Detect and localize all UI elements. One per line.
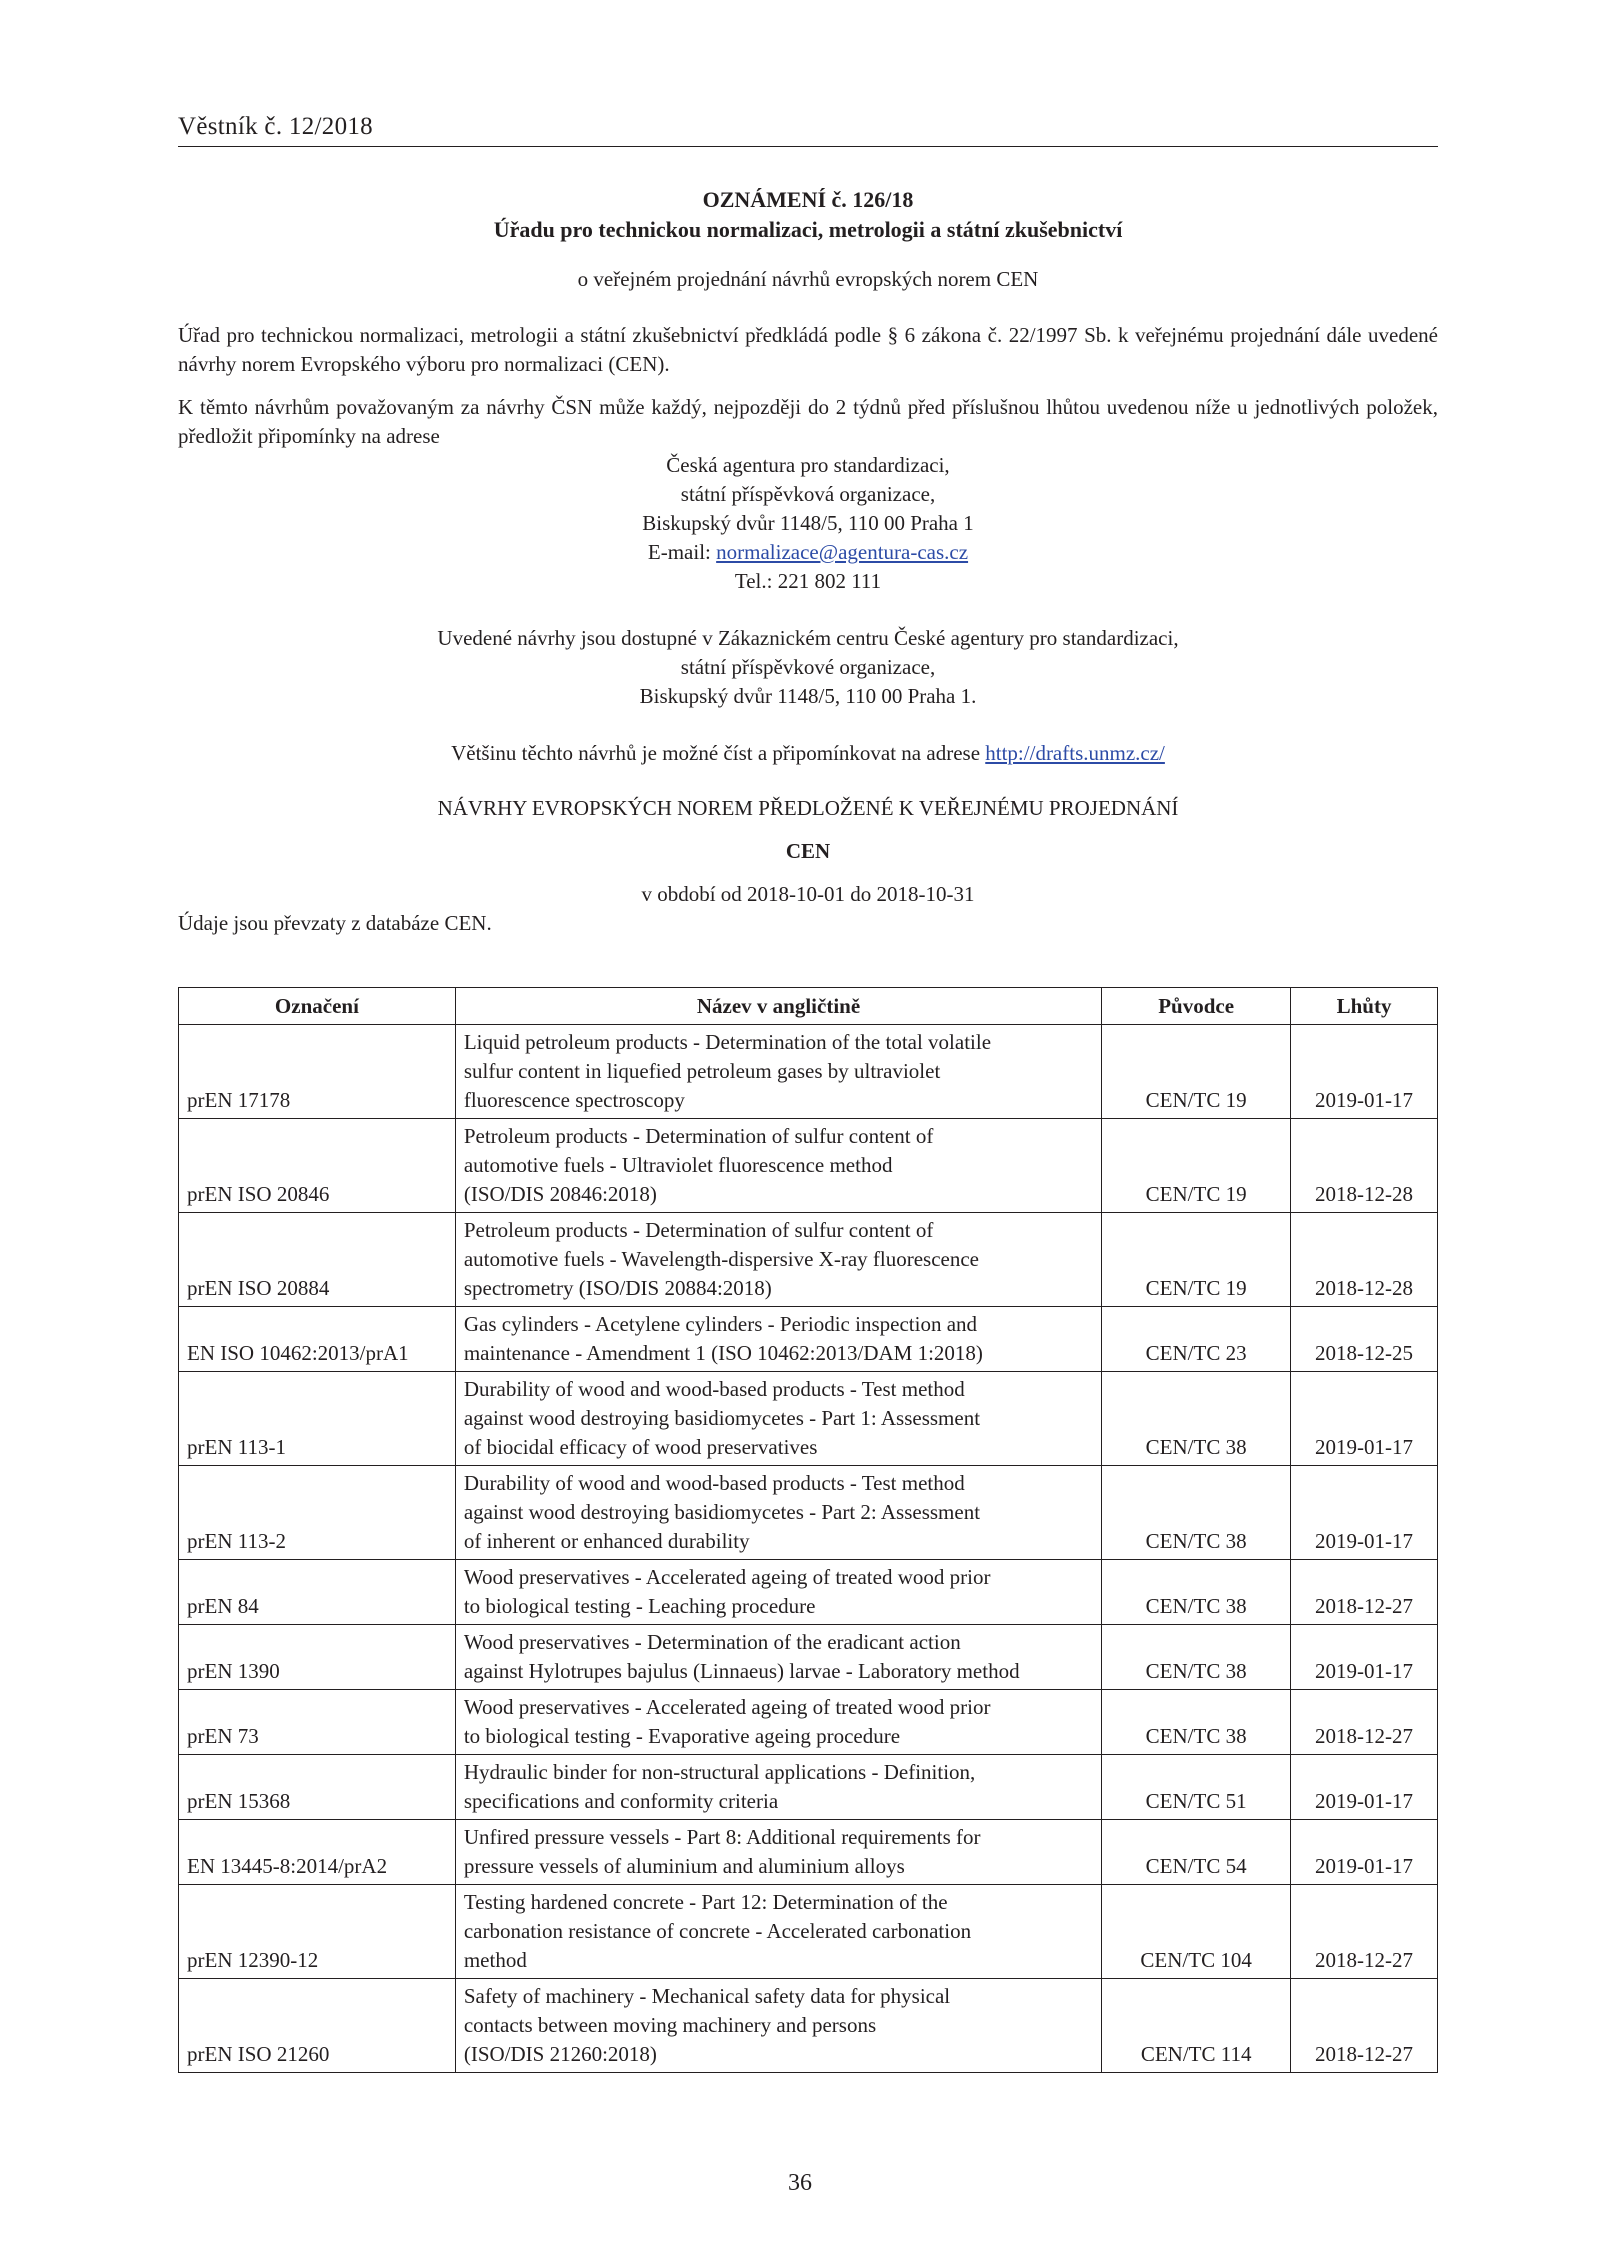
cell-deadline: 2018-12-28 <box>1291 1119 1438 1213</box>
cell-name-line: Durability of wood and wood-based products - Test method <box>463 1471 965 1495</box>
header-name: Název v angličtině <box>455 988 1101 1025</box>
cell-name-line: carbonation resistance of concrete - Accelerated carbonation <box>463 1919 972 1943</box>
cell-name-line: of inherent or enhanced durability <box>463 1529 750 1553</box>
cell-code: EN ISO 10462:2013/prA1 <box>179 1307 456 1372</box>
cell-code: EN 13445-8:2014/prA2 <box>179 1820 456 1885</box>
cell-name <box>455 1625 1101 1690</box>
cell-name <box>455 1372 1101 1466</box>
table-row <box>179 1466 1438 1560</box>
email-line <box>178 538 1438 567</box>
address-line-1: Česká agentura pro standardizaci, <box>666 453 950 477</box>
cell-originator: CEN/TC 38 <box>1102 1560 1291 1625</box>
organization-label: CEN <box>785 839 831 863</box>
cell-code: prEN 12390-12 <box>179 1885 456 1979</box>
cell-deadline: 2019-01-17 <box>1291 1466 1438 1560</box>
address-block <box>178 451 1438 596</box>
cell-deadline: 2019-01-17 <box>1291 1820 1438 1885</box>
announcement-issuer: Úřadu pro technickou normalizaci, metrologii a státní zkušebnictví <box>493 217 1123 242</box>
availability-line-2: státní příspěvkové organizace, <box>680 655 936 679</box>
cell-deadline: 2018-12-25 <box>1291 1307 1438 1372</box>
cell-name-line: Gas cylinders - Acetylene cylinders - Periodic inspection and <box>463 1312 978 1336</box>
cell-name <box>455 1560 1101 1625</box>
cell-code: prEN 1390 <box>179 1625 456 1690</box>
announcement-body <box>178 185 1438 938</box>
table-row <box>179 1755 1438 1820</box>
cell-code: prEN 15368 <box>179 1755 456 1820</box>
cell-name-line: fluorescence spectroscopy <box>463 1088 685 1112</box>
cell-name-line: Wood preservatives - Determination of the eradicant action <box>463 1630 961 1654</box>
cell-name <box>455 1025 1101 1119</box>
cell-name-line: spectrometry (ISO/DIS 20884:2018) <box>463 1276 772 1300</box>
cell-name-line: contacts between moving machinery and persons <box>463 2013 877 2037</box>
table-row <box>179 1820 1438 1885</box>
cell-name-line: to biological testing - Evaporative ageing procedure <box>463 1724 901 1748</box>
header-deadline: Lhůty <box>1291 988 1438 1025</box>
cell-originator: CEN/TC 114 <box>1102 1979 1291 2073</box>
cell-name-line: maintenance - Amendment 1 (ISO 10462:2013/DAM 1:2018) <box>463 1341 983 1365</box>
table-row <box>179 1372 1438 1466</box>
cell-name-line: Wood preservatives - Accelerated ageing of treated wood prior <box>463 1695 991 1719</box>
table-row <box>179 1213 1438 1307</box>
cell-name-line: (ISO/DIS 20846:2018) <box>463 1182 657 1206</box>
comments-paragraph: K těmto návrhům považovaným za návrhy ČSN může každý, nejpozději do 2 týdnů před příslušnou lhůtou uvedenou níže u jednotlivých položek, předložit připomínky na adrese <box>178 395 1438 448</box>
cell-code: prEN ISO 20884 <box>179 1213 456 1307</box>
cell-name-line: Durability of wood and wood-based products - Test method <box>463 1377 965 1401</box>
cell-name-line: automotive fuels - Ultraviolet fluorescence method <box>463 1153 893 1177</box>
cell-name-line: against wood destroying basidiomycetes - Part 1: Assessment <box>463 1406 981 1430</box>
header-rule <box>178 146 1438 147</box>
cell-originator: CEN/TC 19 <box>1102 1213 1291 1307</box>
drafts-line <box>178 739 1438 768</box>
cell-name-line: Wood preservatives - Accelerated ageing of treated wood prior <box>463 1565 991 1589</box>
cell-name <box>455 1755 1101 1820</box>
cell-deadline: 2019-01-17 <box>1291 1372 1438 1466</box>
announcement-subtitle: o veřejném projednání návrhů evropských norem CEN <box>577 267 1039 291</box>
cell-name-line: against wood destroying basidiomycetes - Part 2: Assessment <box>463 1500 981 1524</box>
cell-name <box>455 1885 1101 1979</box>
cell-name-line: automotive fuels - Wavelength-dispersive X-ray fluorescence <box>463 1247 979 1271</box>
cell-code: prEN ISO 20846 <box>179 1119 456 1213</box>
cell-originator: CEN/TC 19 <box>1102 1119 1291 1213</box>
table-row <box>179 1307 1438 1372</box>
cell-name <box>455 1690 1101 1755</box>
norms-table <box>178 987 1438 2073</box>
header-originator: Původce <box>1102 988 1291 1025</box>
cell-name-line: Petroleum products - Determination of sulfur content of <box>463 1218 934 1242</box>
cell-originator: CEN/TC 38 <box>1102 1466 1291 1560</box>
cell-name-line: Petroleum products - Determination of sulfur content of <box>463 1124 934 1148</box>
availability-line-1: Uvedené návrhy jsou dostupné v Zákaznickém centru České agentury pro standardizaci, <box>437 626 1179 650</box>
intro-paragraph: Úřad pro technickou normalizaci, metrologii a státní zkušebnictví předkládá podle § 6 zákona č. 22/1997 Sb. k veřejnému projednání dále uvedené návrhy norem Evropského výboru pro normalizaci (CEN). <box>178 323 1438 376</box>
cell-originator: CEN/TC 19 <box>1102 1025 1291 1119</box>
page-number: 36 <box>788 2170 812 2196</box>
availability-line-3: Biskupský dvůr 1148/5, 110 00 Praha 1. <box>639 684 977 708</box>
cell-code: prEN 113-1 <box>179 1372 456 1466</box>
cell-deadline: 2018-12-27 <box>1291 1560 1438 1625</box>
period-line: v období od 2018-10-01 do 2018-10-31 <box>641 882 975 906</box>
email-link[interactable]: normalizace@agentura-cas.cz <box>716 540 969 564</box>
cell-originator: CEN/TC 104 <box>1102 1885 1291 1979</box>
cell-deadline: 2018-12-28 <box>1291 1213 1438 1307</box>
cell-originator: CEN/TC 38 <box>1102 1372 1291 1466</box>
cell-name-line: of biocidal efficacy of wood preservatives <box>463 1435 818 1459</box>
cell-name-line: Testing hardened concrete - Part 12: Determination of the <box>463 1890 948 1914</box>
address-line-3: Biskupský dvůr 1148/5, 110 00 Praha 1 <box>642 511 974 535</box>
announcement-title: OZNÁMENÍ č. 126/18 <box>702 187 914 212</box>
cell-originator: CEN/TC 51 <box>1102 1755 1291 1820</box>
cell-deadline: 2018-12-27 <box>1291 1979 1438 2073</box>
section-heading: NÁVRHY EVROPSKÝCH NOREM PŘEDLOŽENÉ K VEŘEJNÉMU PROJEDNÁNÍ <box>437 796 1179 820</box>
cell-name <box>455 1213 1101 1307</box>
table-row <box>179 1885 1438 1979</box>
header-code: Označení <box>179 988 456 1025</box>
table-row <box>179 1560 1438 1625</box>
cell-name <box>455 1979 1101 2073</box>
cell-deadline: 2018-12-27 <box>1291 1690 1438 1755</box>
cell-name-line: sulfur content in liquefied petroleum gases by ultraviolet <box>463 1059 941 1083</box>
cell-name <box>455 1466 1101 1560</box>
table-row <box>179 1979 1438 2073</box>
address-line-2: státní příspěvková organizace, <box>680 482 936 506</box>
table-row <box>179 1690 1438 1755</box>
cell-originator: CEN/TC 54 <box>1102 1820 1291 1885</box>
cell-code: prEN 113-2 <box>179 1466 456 1560</box>
cell-name-line: method <box>463 1948 527 1972</box>
cell-code: prEN ISO 21260 <box>179 1979 456 2073</box>
cell-name-line: Hydraulic binder for non-structural applications - Definition, <box>463 1760 976 1784</box>
cell-deadline: 2019-01-17 <box>1291 1025 1438 1119</box>
table-header-row <box>179 988 1438 1025</box>
drafts-link[interactable]: http://drafts.unmz.cz/ <box>985 741 1165 765</box>
bulletin-header: Věstník č. 12/2018 <box>178 113 373 140</box>
cell-code: prEN 84 <box>179 1560 456 1625</box>
availability-block <box>178 624 1438 711</box>
cell-deadline: 2018-12-27 <box>1291 1885 1438 1979</box>
cell-code: prEN 73 <box>179 1690 456 1755</box>
drafts-text: Většinu těchto návrhů je možné číst a připomínkovat na adrese <box>451 741 986 765</box>
email-label: E-mail: <box>647 540 717 564</box>
source-note: Údaje jsou převzaty z databáze CEN. <box>178 911 492 935</box>
cell-originator: CEN/TC 38 <box>1102 1690 1291 1755</box>
table-row <box>179 1025 1438 1119</box>
cell-name <box>455 1307 1101 1372</box>
cell-deadline: 2019-01-17 <box>1291 1755 1438 1820</box>
cell-name <box>455 1820 1101 1885</box>
cell-name-line: Unfired pressure vessels - Part 8: Additional requirements for <box>463 1825 981 1849</box>
cell-name-line: Liquid petroleum products - Determination of the total volatile <box>463 1030 992 1054</box>
cell-name-line: (ISO/DIS 21260:2018) <box>463 2042 657 2066</box>
cell-name-line: Safety of machinery - Mechanical safety data for physical <box>463 1984 951 2008</box>
phone-line: Tel.: 221 802 111 <box>734 569 882 593</box>
cell-originator: CEN/TC 38 <box>1102 1625 1291 1690</box>
cell-code: prEN 17178 <box>179 1025 456 1119</box>
table-row <box>179 1119 1438 1213</box>
cell-name-line: against Hylotrupes bajulus (Linnaeus) larvae - Laboratory method <box>463 1659 1020 1683</box>
table-row <box>179 1625 1438 1690</box>
cell-name-line: specifications and conformity criteria <box>463 1789 779 1813</box>
cell-originator: CEN/TC 23 <box>1102 1307 1291 1372</box>
cell-name <box>455 1119 1101 1213</box>
cell-name-line: pressure vessels of aluminium and aluminium alloys <box>463 1854 905 1878</box>
cell-deadline: 2019-01-17 <box>1291 1625 1438 1690</box>
cell-name-line: to biological testing - Leaching procedure <box>463 1594 816 1618</box>
